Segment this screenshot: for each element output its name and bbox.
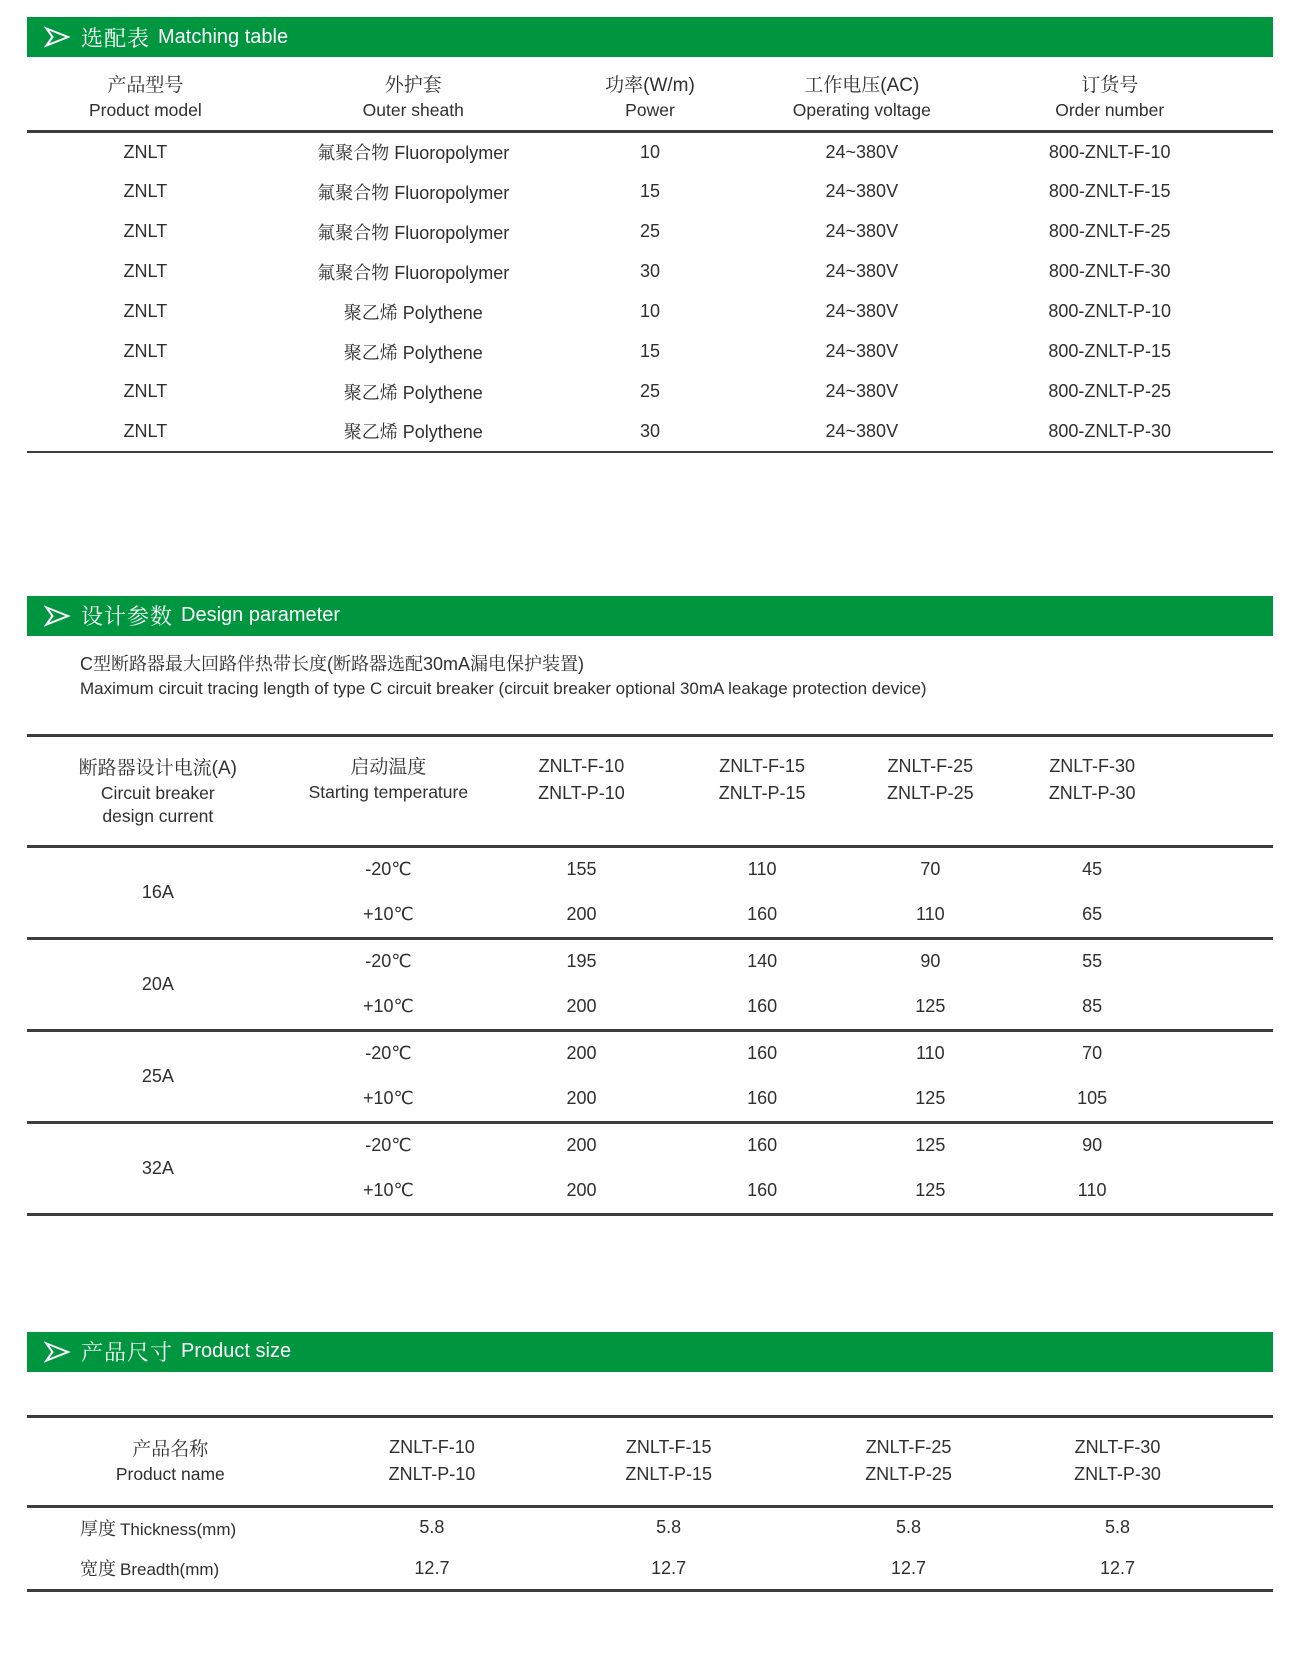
breadth-value: 12.7	[651, 1557, 687, 1578]
matching-table-row	[27, 332, 1273, 372]
size-table-header-row	[27, 1416, 1273, 1506]
column-header-breaker-current	[27, 735, 289, 846]
column-header-en: design current	[102, 805, 214, 826]
starting-temperature-cell: +10℃	[362, 1179, 414, 1200]
order-number-cell: 800-ZNLT-F-25	[1048, 221, 1171, 241]
breadth-label	[27, 1548, 314, 1590]
breaker-current-cell: 32A	[27, 1122, 289, 1214]
max-length-value-cell: 200	[566, 903, 597, 924]
starting-temperature-cell: +10℃	[362, 903, 414, 924]
matching-table-row	[27, 252, 1273, 292]
order-number-cell: 800-ZNLT-F-10	[1048, 141, 1171, 162]
starting-temperature-cell: -20℃	[289, 1122, 488, 1168]
matching-table	[27, 57, 1273, 453]
model-p-label: ZNLT-P-15	[625, 1464, 713, 1484]
product-model-cell: ZNLT	[123, 301, 168, 321]
model-f-label: ZNLT-F-15	[625, 1437, 712, 1457]
breaker-current-cell: 16A	[141, 881, 174, 902]
column-header-en: Starting temperature	[308, 782, 469, 802]
row-label-zh: 宽度	[80, 1559, 116, 1580]
section-title-en: Design parameter	[181, 604, 340, 626]
max-length-value-cell: 65	[1082, 903, 1103, 924]
outer-sheath-cell: 聚乙烯 Polythene	[343, 302, 483, 323]
design-table-row	[27, 938, 1273, 984]
model-p-label: ZNLT-P-10	[388, 1464, 476, 1484]
max-length-value-cell: 125	[915, 1179, 946, 1200]
column-header-order-number	[986, 57, 1273, 132]
breadth-value: 12.7	[1099, 1557, 1136, 1578]
max-length-value-cell: 200	[566, 1179, 597, 1200]
breadth-value: 12.7	[414, 1557, 450, 1578]
column-header-zh: 断路器设计电流(A)	[78, 757, 237, 779]
outer-sheath-cell: 氟聚合物 Fluoropolymer	[317, 182, 510, 203]
matching-table-row	[27, 172, 1273, 212]
section-title-en: Product size	[181, 1340, 292, 1362]
max-length-value-cell: 110	[747, 859, 777, 880]
model-f-label: ZNLT-F-25	[865, 1437, 952, 1457]
product-model-cell: ZNLT	[123, 381, 168, 401]
product-model-cell: ZNLT	[123, 181, 168, 201]
order-number-cell: 800-ZNLT-P-10	[1048, 301, 1172, 321]
design-table-row	[27, 1030, 1273, 1076]
column-header-zh: 工作电压(AC)	[804, 75, 920, 96]
product-model-cell: ZNLT	[123, 261, 168, 281]
model-f-label: ZNLT-F-10	[538, 755, 625, 776]
matching-table-row	[27, 372, 1273, 412]
product-model-cell: ZNLT	[123, 420, 168, 441]
design-note-en: Maximum circuit tracing length of type C circuit breaker (circuit breaker optional 30mA leakage protection device)	[80, 678, 927, 698]
max-length-value-cell: 125	[915, 1087, 946, 1108]
arrow-right-icon	[44, 26, 71, 48]
arrow-right-icon	[44, 605, 71, 627]
matching-table-row	[27, 292, 1273, 332]
model-f-label: ZNLT-F-10	[389, 1437, 475, 1457]
max-length-value-cell: 160	[747, 1179, 778, 1200]
model-p-label: ZNLT-P-10	[538, 782, 625, 803]
operating-voltage-cell: 24~380V	[825, 381, 899, 401]
row-label-zh: 厚度	[80, 1518, 116, 1539]
column-header-model-15	[550, 1416, 787, 1506]
column-header-zh: 订货号	[1081, 75, 1139, 96]
matching-table-row	[27, 412, 1273, 452]
column-header-model-10	[314, 1416, 551, 1506]
column-header-product-name	[27, 1416, 314, 1506]
section-title-en: Matching table	[158, 25, 289, 48]
model-p-label: ZNLT-P-15	[718, 782, 806, 803]
breaker-current-cell: 25A	[27, 1030, 289, 1122]
power-cell: 25	[639, 221, 660, 241]
max-length-value-cell: 110	[915, 903, 945, 924]
max-length-value-cell: 110	[1077, 1179, 1107, 1200]
column-header-zh: 产品名称	[132, 1438, 209, 1460]
column-header-en: Operating voltage	[792, 100, 931, 120]
max-length-value-cell: 200	[488, 1030, 675, 1076]
max-length-value-cell: 160	[747, 903, 778, 924]
starting-temperature-cell: -20℃	[365, 859, 412, 880]
thickness-value: 5.8	[896, 1517, 922, 1538]
column-header-model-30	[1011, 735, 1273, 846]
column-header-zh: 外护套	[384, 75, 442, 96]
column-header-model-15	[675, 735, 849, 846]
max-length-value-cell: 195	[488, 938, 675, 984]
section-title-zh: 产品尺寸	[81, 1340, 174, 1365]
section-title-zh: 设计参数	[81, 604, 174, 629]
power-cell: 25	[639, 381, 660, 401]
column-header-model-30	[1030, 1416, 1273, 1506]
model-f-label: ZNLT-F-15	[719, 755, 805, 776]
operating-voltage-cell: 24~380V	[825, 181, 899, 201]
max-length-value-cell: 200	[488, 1122, 675, 1168]
max-length-value-cell: 160	[675, 1122, 849, 1168]
section-product-size	[27, 1332, 1273, 1592]
order-number-cell: 800-ZNLT-F-15	[1048, 181, 1171, 201]
thickness-row	[27, 1506, 1273, 1548]
section-header-matching	[27, 17, 1273, 57]
row-label-en: Breadth(mm)	[120, 1560, 220, 1580]
column-header-model-25	[787, 1416, 1030, 1506]
column-header-en: Outer sheath	[362, 100, 464, 120]
outer-sheath-cell: 氟聚合物 Fluoropolymer	[317, 262, 510, 283]
arrow-right-icon	[44, 1341, 71, 1363]
power-cell: 30	[639, 261, 660, 281]
operating-voltage-cell: 24~380V	[825, 420, 899, 441]
section-header-design	[27, 596, 1273, 636]
max-length-value-cell: 140	[675, 938, 849, 984]
model-p-label: ZNLT-P-25	[865, 1464, 952, 1484]
outer-sheath-cell: 聚乙烯 Polythene	[343, 342, 483, 363]
column-header-product-model	[27, 57, 264, 132]
column-header-en: Order number	[1055, 100, 1165, 120]
matching-table-row	[27, 132, 1273, 172]
power-cell: 15	[639, 181, 660, 201]
power-cell: 15	[639, 341, 660, 361]
model-p-label: ZNLT-P-30	[1048, 782, 1136, 803]
design-note-zh: C型断路器最大回路伴热带长度(断路器选配30mA漏电保护装置)	[80, 653, 585, 674]
max-length-value-cell: 160	[747, 995, 778, 1016]
section-title-zh: 选配表	[81, 25, 151, 51]
operating-voltage-cell: 24~380V	[825, 141, 899, 162]
product-model-cell: ZNLT	[123, 221, 168, 241]
design-table-row	[27, 1122, 1273, 1168]
max-length-value-cell: 125	[849, 1122, 1011, 1168]
breadth-row	[27, 1548, 1273, 1590]
model-p-label: ZNLT-P-30	[1074, 1464, 1161, 1484]
matching-table-header-row	[27, 57, 1273, 132]
design-note	[80, 652, 1273, 701]
breaker-current-cell: 20A	[27, 938, 289, 1030]
max-length-value-cell: 160	[675, 1030, 849, 1076]
max-length-value-cell: 70	[920, 859, 941, 880]
column-header-en: Product name	[115, 1463, 225, 1484]
product-size-table	[27, 1415, 1273, 1592]
design-table-header-row	[27, 735, 1273, 846]
thickness-value: 5.8	[419, 1517, 445, 1538]
section-design-parameter	[27, 596, 1273, 1216]
max-length-value-cell: 125	[915, 995, 946, 1016]
column-header-en: Power	[625, 100, 675, 120]
operating-voltage-cell: 24~380V	[825, 261, 899, 281]
starting-temperature-cell: -20℃	[289, 938, 488, 984]
max-length-value-cell: 85	[1082, 995, 1103, 1016]
column-header-starting-temperature	[289, 735, 488, 846]
max-length-value-cell: 200	[566, 995, 597, 1016]
model-f-label: ZNLT-F-25	[887, 755, 974, 776]
max-length-value-cell: 55	[1011, 938, 1273, 984]
max-length-value-cell: 200	[566, 1087, 597, 1108]
model-f-label: ZNLT-F-30	[1049, 755, 1135, 776]
order-number-cell: 800-ZNLT-F-30	[1048, 261, 1171, 281]
operating-voltage-cell: 24~380V	[825, 301, 899, 321]
starting-temperature-cell: +10℃	[362, 1087, 414, 1108]
max-length-value-cell: 105	[1077, 1087, 1108, 1108]
starting-temperature-cell: -20℃	[289, 1030, 488, 1076]
max-length-value-cell: 110	[849, 1030, 1011, 1076]
max-length-value-cell: 45	[1082, 859, 1103, 880]
row-label-en: Thickness(mm)	[120, 1519, 237, 1539]
breadth-value: 12.7	[891, 1557, 927, 1578]
operating-voltage-cell: 24~380V	[825, 341, 899, 361]
outer-sheath-cell: 聚乙烯 Polythene	[343, 382, 483, 403]
column-header-power	[563, 57, 737, 132]
order-number-cell: 800-ZNLT-P-15	[1048, 341, 1172, 361]
max-length-value-cell: 160	[747, 1087, 778, 1108]
power-cell: 30	[639, 420, 660, 441]
power-cell: 10	[639, 141, 660, 162]
column-header-outer-sheath	[264, 57, 563, 132]
outer-sheath-cell: 氟聚合物 Fluoropolymer	[317, 143, 510, 164]
column-header-model-10	[488, 735, 675, 846]
matching-table-row	[27, 212, 1273, 252]
power-cell: 10	[639, 301, 660, 321]
column-header-en: Product model	[88, 100, 202, 120]
order-number-cell: 800-ZNLT-P-30	[1048, 420, 1172, 441]
max-length-value-cell: 70	[1011, 1030, 1273, 1076]
column-header-operating-voltage	[737, 57, 986, 132]
product-model-cell: ZNLT	[123, 141, 168, 162]
thickness-value: 5.8	[656, 1517, 682, 1538]
order-number-cell: 800-ZNLT-P-25	[1048, 381, 1172, 401]
design-parameter-table	[27, 734, 1273, 1216]
thickness-value: 5.8	[1104, 1517, 1131, 1538]
column-header-zh: 功率(W/m)	[605, 75, 695, 96]
product-model-cell: ZNLT	[123, 341, 168, 361]
column-header-en: Circuit breaker	[100, 782, 215, 803]
max-length-value-cell: 90	[1011, 1122, 1273, 1168]
thickness-label	[27, 1506, 314, 1548]
section-header-size	[27, 1332, 1273, 1372]
design-table-row	[27, 846, 1273, 892]
section-matching-table	[27, 17, 1273, 453]
operating-voltage-cell: 24~380V	[825, 221, 899, 241]
model-p-label: ZNLT-P-25	[886, 782, 974, 803]
starting-temperature-cell: +10℃	[362, 995, 414, 1016]
max-length-value-cell: 90	[849, 938, 1011, 984]
column-header-zh: 启动温度	[350, 757, 427, 778]
model-f-label: ZNLT-F-30	[1074, 1437, 1161, 1457]
outer-sheath-cell: 氟聚合物 Fluoropolymer	[317, 222, 510, 243]
outer-sheath-cell: 聚乙烯 Polythene	[343, 422, 483, 442]
column-header-zh: 产品型号	[107, 75, 184, 96]
max-length-value-cell: 155	[566, 859, 597, 880]
column-header-model-25	[849, 735, 1011, 846]
